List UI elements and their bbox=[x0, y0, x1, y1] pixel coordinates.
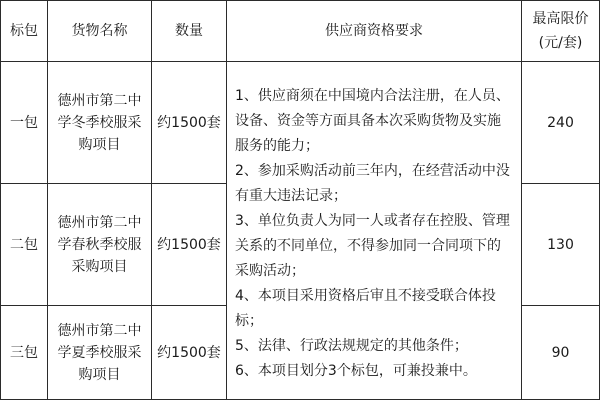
row-1-max-price: 240 bbox=[547, 114, 574, 131]
header-quantity: 数量 bbox=[175, 23, 203, 39]
row-3-goods-name: 德州市第二中 学夏季校服采 购项目 bbox=[57, 322, 142, 383]
header-max-price: 最高限价 (元/套) bbox=[532, 11, 589, 51]
row-1-lot: 一包 bbox=[10, 114, 38, 131]
row-3-quantity: 约1500套 bbox=[157, 344, 221, 361]
row-2-quantity: 约1500套 bbox=[157, 236, 221, 253]
supplier-requirements-text: 1、供应商须在中国境内合法注册，在人员、设备、资金等方面具备本次采购货物及实施服务的能力； 2、参加采购活动前三年内，在经营活动中没有重大违法记录； 3、单位负责人为同一人或者存在控股、管理关系的不同单位，不得参加同一合同项下的采购活动； 4、本项目采用资格后审且不接受联合体投标； 5、法律、行政法规规定的其他条件； 6、本项目划分3个标包，可兼投兼中。 bbox=[235, 88, 510, 379]
header-supplier-requirements: 供应商资格要求 bbox=[325, 23, 423, 39]
header-lot: 标包 bbox=[10, 23, 38, 39]
row-2-max-price: 130 bbox=[547, 236, 574, 253]
row-2-goods-name: 德州市第二中 学春秋季校服 采购项目 bbox=[57, 214, 142, 275]
row-3-max-price: 90 bbox=[551, 344, 570, 361]
row-1-goods-name: 德州市第二中 学冬季校服采 购项目 bbox=[57, 92, 142, 153]
header-goods-name: 货物名称 bbox=[71, 23, 128, 39]
row-1-quantity: 约1500套 bbox=[157, 114, 221, 131]
row-3-lot: 三包 bbox=[10, 344, 38, 361]
row-2-lot: 二包 bbox=[10, 236, 38, 253]
